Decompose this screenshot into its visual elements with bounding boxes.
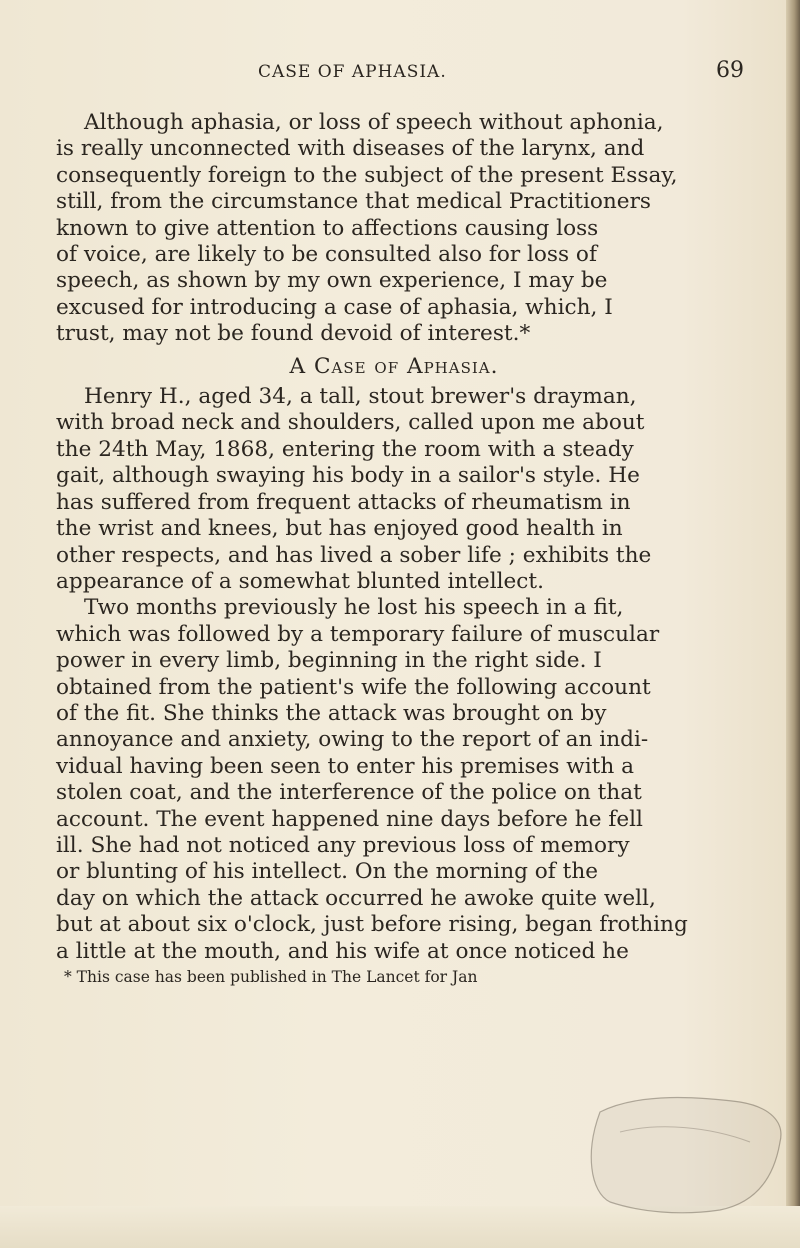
section-heading: A Case of Aphasia. [289,353,499,379]
text-line: stolen coat, and the interference of the police on that [56,780,642,806]
text-line: gait, although swaying his body in a sailor's style. He [56,463,640,489]
case-paragraph-1 [56,384,772,595]
text-line: still, from the circumstance that medical Practitioners [56,189,651,215]
text-line: account. The event happened nine days before he fell [56,806,643,832]
text-line: vidual having been seen to enter his premises with a [56,753,634,779]
text-line: a little at the mouth, and his wife at once noticed he [56,938,629,964]
text-line: other respects, and has lived a sober life ; exhibits the [56,542,652,568]
text-line: known to give attention to affections causing loss [56,215,599,241]
text-line: excused for introducing a case of aphasia, which, I [56,294,613,320]
text-line: trust, may not be found devoid of interest.* [56,321,531,347]
text-line: ill. She had not noticed any previous loss of memory [56,832,630,858]
text-line: the 24th May, 1868, entering the room with a steady [56,436,634,462]
text-line: annoyance and anxiety, owing to the report of an indi- [56,727,649,753]
text-line: Although aphasia, or loss of speech without aphonia, [84,110,664,135]
text-line: consequently foreign to the subject of the present Essay, [56,162,678,188]
case-paragraph-2 [56,595,772,965]
page-number: 69 [716,58,744,83]
text-line: or blunting of his intellect. On the morning of the [56,859,599,885]
text-line: power in every limb, beginning in the right side. I [56,648,602,674]
footnote: * This case has been published in The Lancet for Jan [64,968,478,986]
text-line: the wrist and knees, but has enjoyed good health in [56,516,623,542]
text-line: speech, as shown by my own experience, I may be [56,268,608,294]
page-header [60,58,760,88]
text-line: of voice, are likely to be consulted also for loss of [56,242,597,268]
text-line: which was followed by a temporary failure of muscular [56,621,660,647]
page-body [56,110,772,989]
text-line: appearance of a somewhat blunted intellect. [56,568,544,594]
text-line: of the fit. She thinks the attack was brought on by [56,700,607,726]
intro-paragraph [56,110,772,348]
text-line: Two months previously he lost his speech in a fit, [84,595,624,621]
running-head: CASE OF APHASIA. [258,62,447,82]
page-binding-edge [786,0,800,1248]
ink-blot-stain [580,1092,790,1216]
text-line: day on which the attack occurred he awoke quite well, [56,885,656,911]
text-line: obtained from the patient's wife the following account [56,674,651,700]
text-line: with broad neck and shoulders, called upon me about [56,410,645,436]
text-line: but at about six o'clock, just before rising, began frothing [56,912,688,938]
text-line: is really unconnected with diseases of the larynx, and [56,136,645,162]
text-line: Henry H., aged 34, a tall, stout brewer's drayman, [84,384,637,410]
text-line: has suffered from frequent attacks of rheumatism in [56,489,631,515]
